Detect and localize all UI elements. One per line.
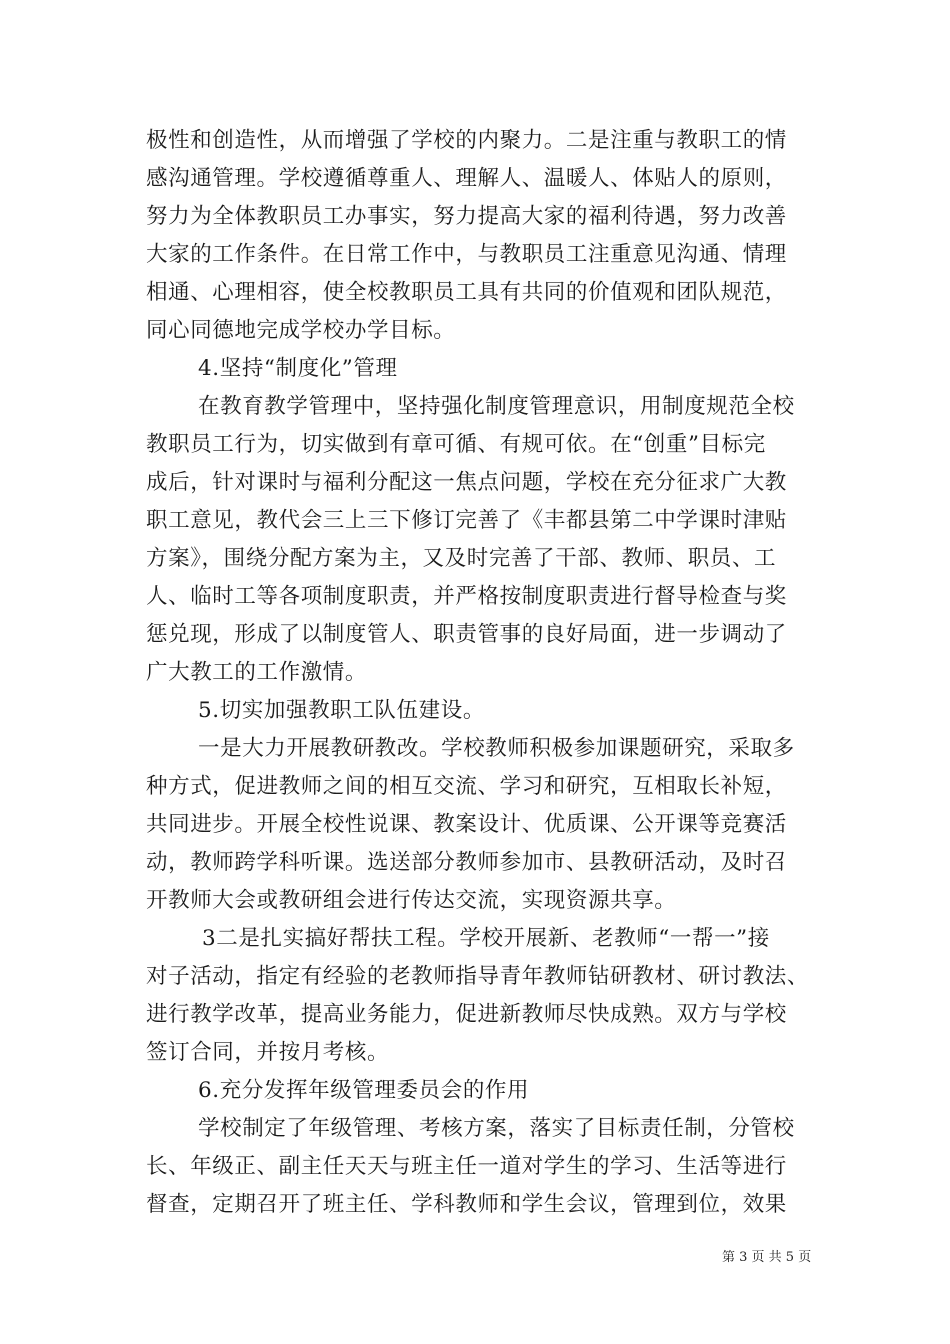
text-line: 极性和创造性，从而增强了学校的内聚力。二是注重与教职工的情 — [146, 128, 787, 153]
text-line: 努力为全体教职员工办事实，努力提高大家的福利待遇，努力改善 — [146, 204, 787, 229]
text-line: 签订合同，并按月考核。 — [146, 1040, 390, 1065]
text-line: 广大教工的工作激情。 — [146, 660, 368, 685]
text-line: 感沟通管理。学校遵循尊重人、理解人、温暖人、体贴人的原则， — [146, 166, 787, 191]
text-line: 共同进步。开展全校性说课、教案设计、优质课、公开课等竞赛活 — [146, 812, 787, 837]
paragraph-start: 3二是扎实搞好帮扶工程。学校开展新、老教师“一帮一”接 — [202, 926, 770, 951]
document-body — [146, 122, 810, 1224]
text-line: 督查，定期召开了班主任、学科教师和学生会议，管理到位，效果 — [146, 1192, 787, 1217]
text-line: 开教师大会或教研组会进行传达交流，实现资源共享。 — [146, 888, 677, 913]
section-heading: 5.切实加强教职工队伍建设。 — [198, 698, 485, 723]
text-line: 动，教师跨学科听课。选送部分教师参加市、县教研活动，及时召 — [146, 850, 787, 875]
paragraph-start: 一是大力开展教研教改。学校教师积极参加课题研究，采取多 — [198, 736, 795, 761]
text-line: 成后，针对课时与福利分配这一焦点问题，学校在充分征求广大教 — [146, 470, 787, 495]
page-number-footer: 第 3 页 共 5 页 — [722, 1250, 812, 1265]
text-line: 人、临时工等各项制度职责，并严格按制度职责进行督导检查与奖 — [146, 584, 787, 609]
text-line: 方案》，围绕分配方案为主，又及时完善了干部、教师、职员、工 — [146, 546, 777, 571]
section-heading: 6.充分发挥年级管理委员会的作用 — [198, 1078, 530, 1103]
text-line: 大家的工作条件。在日常工作中，与教职员工注重意见沟通、情理 — [146, 242, 787, 267]
text-line: 惩兑现，形成了以制度管人、职责管事的良好局面，进一步调动了 — [146, 622, 787, 647]
paragraph-start: 学校制定了年级管理、考核方案，落实了目标责任制，分管校 — [198, 1116, 795, 1141]
paragraph-start: 在教育教学管理中，坚持强化制度管理意识，用制度规范全校 — [198, 394, 795, 419]
section-heading: 4.坚持“制度化”管理 — [198, 356, 398, 381]
text-line: 进行教学改革，提高业务能力，促进新教师尽快成熟。双方与学校 — [146, 1002, 787, 1027]
text-line: 种方式，促进教师之间的相互交流、学习和研究，互相取长补短， — [146, 774, 787, 799]
text-line: 相通、心理相容，使全校教职员工具有共同的价值观和团队规范， — [146, 280, 787, 305]
text-line: 对子活动，指定有经验的老教师指导青年教师钻研教材、研讨教法、 — [146, 964, 810, 989]
text-line: 教职员工行为，切实做到有章可循、有规可依。在“创重”目标完 — [146, 432, 766, 457]
text-line: 同心同德地完成学校办学目标。 — [146, 318, 456, 343]
text-line: 职工意见，教代会三上三下修订完善了《丰都县第二中学课时津贴 — [146, 508, 787, 533]
text-line: 长、年级正、副主任天天与班主任一道对学生的学习、生活等进行 — [146, 1154, 787, 1179]
